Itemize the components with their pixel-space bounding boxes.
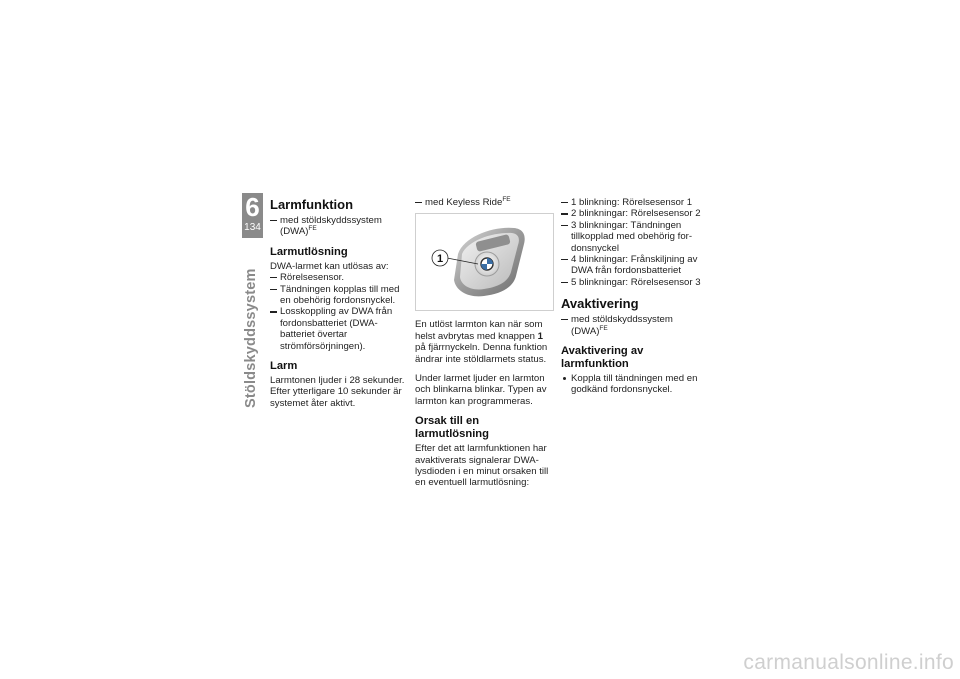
list-item: 3 blinkningar: Tändningen tillkopplad med obehörig fordonsnyckel <box>561 220 701 254</box>
paragraph-text: på fjärrnyckeln. Denna funktion ändrar inte stöldlarmets status. <box>415 342 548 365</box>
fe-superscript: FE <box>308 225 317 233</box>
paragraph-alarm-tone: Under larmet ljuder en larmton och blinkarna blinkar. Typen av larmton kan programmeras. <box>415 373 547 407</box>
heading-orsak: Orsak till en larmutlösning <box>415 415 489 441</box>
fe-superscript: FE <box>599 324 608 332</box>
list-item <box>415 197 553 208</box>
list-item-text: med stöldskyddssystem (DWA) <box>280 215 382 238</box>
list-item: 5 blinkningar: Rörelsesensor 3 <box>561 277 701 288</box>
column-left <box>270 197 408 409</box>
callout-number: 1 <box>436 253 444 266</box>
column-middle <box>415 197 553 489</box>
paragraph-cause: Efter det att larmfunktionen har avaktiverats signalerar DWA-lysdioden i en minut orsaken till en eventuell larmutlösning: <box>415 443 549 489</box>
button-reference: 1 <box>537 330 544 342</box>
list-item: Tändningen kopplas till med en obehörig fordonsnyckel. <box>270 284 408 307</box>
watermark: carmanualsonline.info <box>743 651 954 674</box>
bullet-item: Koppla till tändningen med en godkänd fordonsnyckel. <box>561 373 701 396</box>
list-item: 2 blinkningar: Rörelsesensor 2 <box>561 208 701 219</box>
chapter-tab <box>242 193 263 238</box>
column-right <box>561 197 701 396</box>
list-item <box>270 215 408 238</box>
heading-larmfunktion: Larmfunktion <box>270 197 354 212</box>
paragraph-stop-alarm <box>415 319 553 365</box>
list-item: Rörelsesensor. <box>270 272 408 283</box>
list-item: 1 blinkning: Rörelsesensor 1 <box>561 197 701 208</box>
list-item: 4 blinkningar: Frånskiljning av DWA från fordonsbatteriet <box>561 254 701 277</box>
heading-larm: Larm <box>270 360 298 373</box>
remote-key-illustration <box>416 214 553 310</box>
remote-key-figure <box>415 213 554 311</box>
trigger-intro: DWA-larmet kan utlösas av: <box>270 260 389 272</box>
fe-superscript: FE <box>502 196 511 203</box>
chapter-number: 6 <box>245 192 260 222</box>
heading-avaktivering-larmfunktion: Avaktivering av larmfunktion <box>561 345 644 371</box>
chapter-side-title: Stöldskyddssystem <box>243 268 259 408</box>
list-item-text: med stöldskyddssystem (DWA) <box>571 314 673 337</box>
larm-text: Larmtonen ljuder i 28 sekunder. Efter ytterligare 10 sekunder är systemet åter aktivt. <box>270 375 405 409</box>
page-number: 134 <box>244 222 261 233</box>
heading-avaktivering: Avaktivering <box>561 296 639 312</box>
list-item-text: med Keyless Ride <box>425 197 503 208</box>
list-item: Losskoppling av DWA från fordonsbatteriet (DWA-batteriet övertar strömförsörjningen). <box>270 306 408 352</box>
heading-larmutlosning: Larmutlösning <box>270 245 348 258</box>
paragraph-text: En utlöst larmton kan när som helst avbrytas med knappen <box>415 319 543 342</box>
list-item <box>561 314 701 337</box>
